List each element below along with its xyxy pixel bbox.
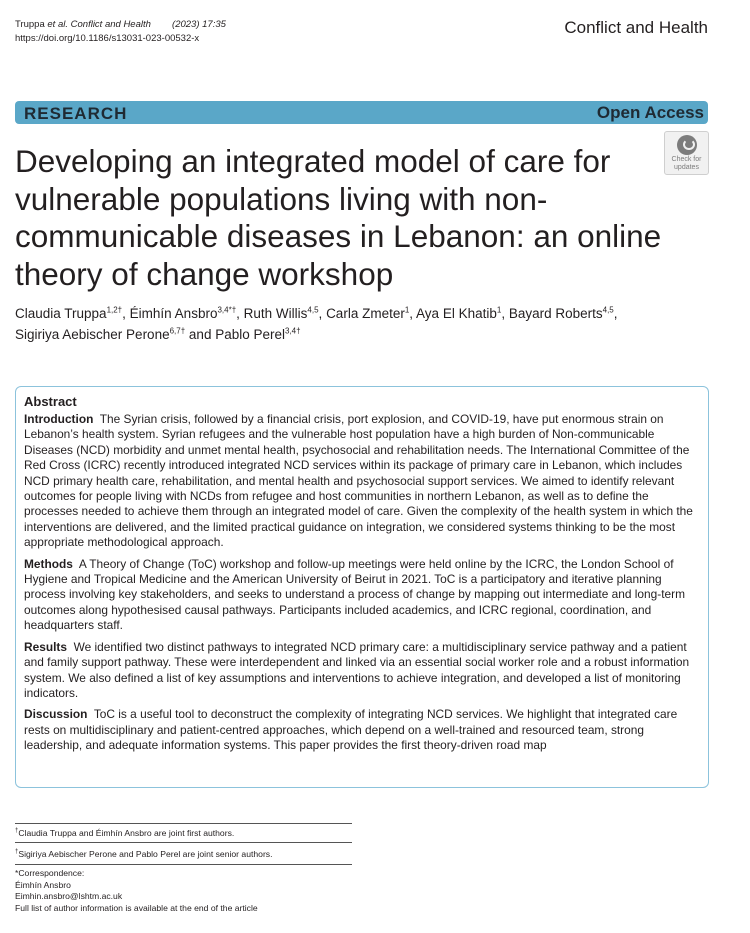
section-label: RESEARCH — [24, 104, 128, 123]
badge-line-1: Check for — [671, 156, 702, 163]
crossmark-icon — [677, 135, 697, 155]
author[interactable]: Sigiriya Aebischer Perone — [15, 327, 170, 342]
doi-link[interactable]: https://doi.org/10.1186/s13031-023-00532-x — [15, 33, 200, 44]
author[interactable]: Claudia Truppa — [15, 306, 107, 321]
citation-author: Truppa — [15, 19, 45, 30]
author-info-note: Full list of author information is available at the end of the article — [15, 902, 258, 913]
correspondence-name: Éimhín Ansbro — [15, 879, 71, 890]
abstract-methods: Methods A Theory of Change (ToC) workshop and follow-up meetings were held online by the ICRC, the London School of Hygiene and Tropical Medicine and the American University of Beirut in 2021. ToC is a participatory and iterative planning process involving key stakeholders, and seeks to understand a process of change by mapping out intermediate and long-term outcomes along hypothesised causal pathways. Participants included academics, and ICRC regional, coordination, and headquarters staff. — [24, 556, 685, 633]
author-affiliation: 3,4† — [285, 326, 301, 336]
author[interactable]: Bayard Roberts — [508, 306, 603, 321]
abstract-heading: Abstract — [24, 394, 77, 409]
author-affiliation: 1,2† — [106, 305, 123, 315]
journal-name: Conflict and Health — [564, 18, 708, 37]
author-affiliation: 6,7† — [169, 326, 186, 336]
author[interactable]: Carla Zmeter — [326, 306, 405, 321]
citation-year: (2023) 17:35 — [172, 19, 226, 30]
footnote-divider — [15, 864, 352, 865]
author[interactable]: Éimhín Ansbro — [129, 306, 218, 321]
check-for-updates-badge[interactable] — [664, 131, 709, 175]
correspondence-label: *Correspondence: — [15, 868, 85, 878]
author-list: Claudia Truppa$^{1,2\dagger}$, Éimhín Ansbro$^{3,4*\dagger}$, Ruth Willis$^{4,5}$, Carla Zmeter$^1$, Aya El Khatib$^1$, Bayard Roberts$^{4,5}$, Sigiriya Aebischer Perone$^{6,7\dagger}$ and Pablo Perel$^{3,4\dagger}$ — [15, 305, 618, 342]
citation-header — [15, 18, 226, 46]
abstract-box — [15, 386, 709, 788]
correspondence-email[interactable]: Eimhin.ansbro@lshtm.ac.uk — [15, 891, 123, 902]
citation-journal: Conflict and Health — [70, 19, 151, 30]
footnote-divider — [15, 842, 352, 843]
author-affiliation: 4,5 — [307, 305, 319, 315]
author-affiliation: 4,5 — [602, 305, 614, 315]
open-access-label: Open Access — [596, 103, 704, 122]
author[interactable]: Ruth Willis — [243, 306, 308, 321]
author[interactable]: Aya El Khatib — [416, 306, 497, 321]
badge-line-2: updates — [674, 164, 699, 171]
footnote-joint-senior: †Sigiriya Aebischer Perone and Pablo Perel are joint senior authors. — [15, 848, 273, 859]
correspondence-block — [15, 868, 258, 914]
author-affiliation: 3,4*† — [217, 305, 237, 315]
footnote-joint-first: †Claudia Truppa and Éimhín Ansbro are joint first authors. — [15, 827, 235, 838]
author-affiliation: 1 — [404, 305, 410, 315]
author-affiliation: 1 — [496, 305, 502, 315]
abstract-results: Results We identified two distinct pathways to integrated NCD primary care: a multidisciplinary service pathway and a patient and family support pathway. These were interdependent and linked via an essential social worker role and a robust information system. We also defined a list of key assumptions and interventions to achieve integration, and developed a list of monitoring indicators. — [24, 639, 690, 700]
article-type-banner — [15, 101, 708, 124]
author[interactable]: Pablo Perel — [215, 327, 285, 342]
abstract-introduction: Introduction The Syrian crisis, followed by a financial crisis, port explosion, and COVID-19, have put enormous strain on Lebanon’s health system. Syrian refugees and the vulnerable host population have a high burden of Non-communicable Diseases (NCD) morbidity and unmet mental health, psychosocial and rehabilitation needs. The International Committee of the Red Cross (ICRC) recently introduced integrated NCD services within its package of primary care in Lebanon, which includes NCD primary health care, rehabilitation, and mental health and psychosocial support services. We aimed to identify relevant outcomes for people living with NCDs from refugee and host communities in northern Lebanon, as well as to define the processes needed to achieve them through an integrated model of care. Given the complexity of the health system in which the interventions are delivered, and the limited practical guidance on integration, we considered systems thinking to be the most appropriate methodological approach. — [24, 412, 693, 550]
abstract-discussion: Discussion ToC is a useful tool to deconstruct the complexity of integrating NCD services. We highlight that integrated care rests on multidisciplinary and patient-centred approaches, which depend on a well-trained and resourced team, strong leadership, and adequate information systems. This paper provides the first theory-driven road map — [24, 707, 678, 753]
footnote-divider — [15, 823, 352, 824]
article-title: Developing an integrated model of care for vulnerable populations living with non-communicable diseases in Lebanon: an online theory of change workshop — [15, 143, 662, 292]
citation-etal: et al. — [47, 19, 68, 30]
